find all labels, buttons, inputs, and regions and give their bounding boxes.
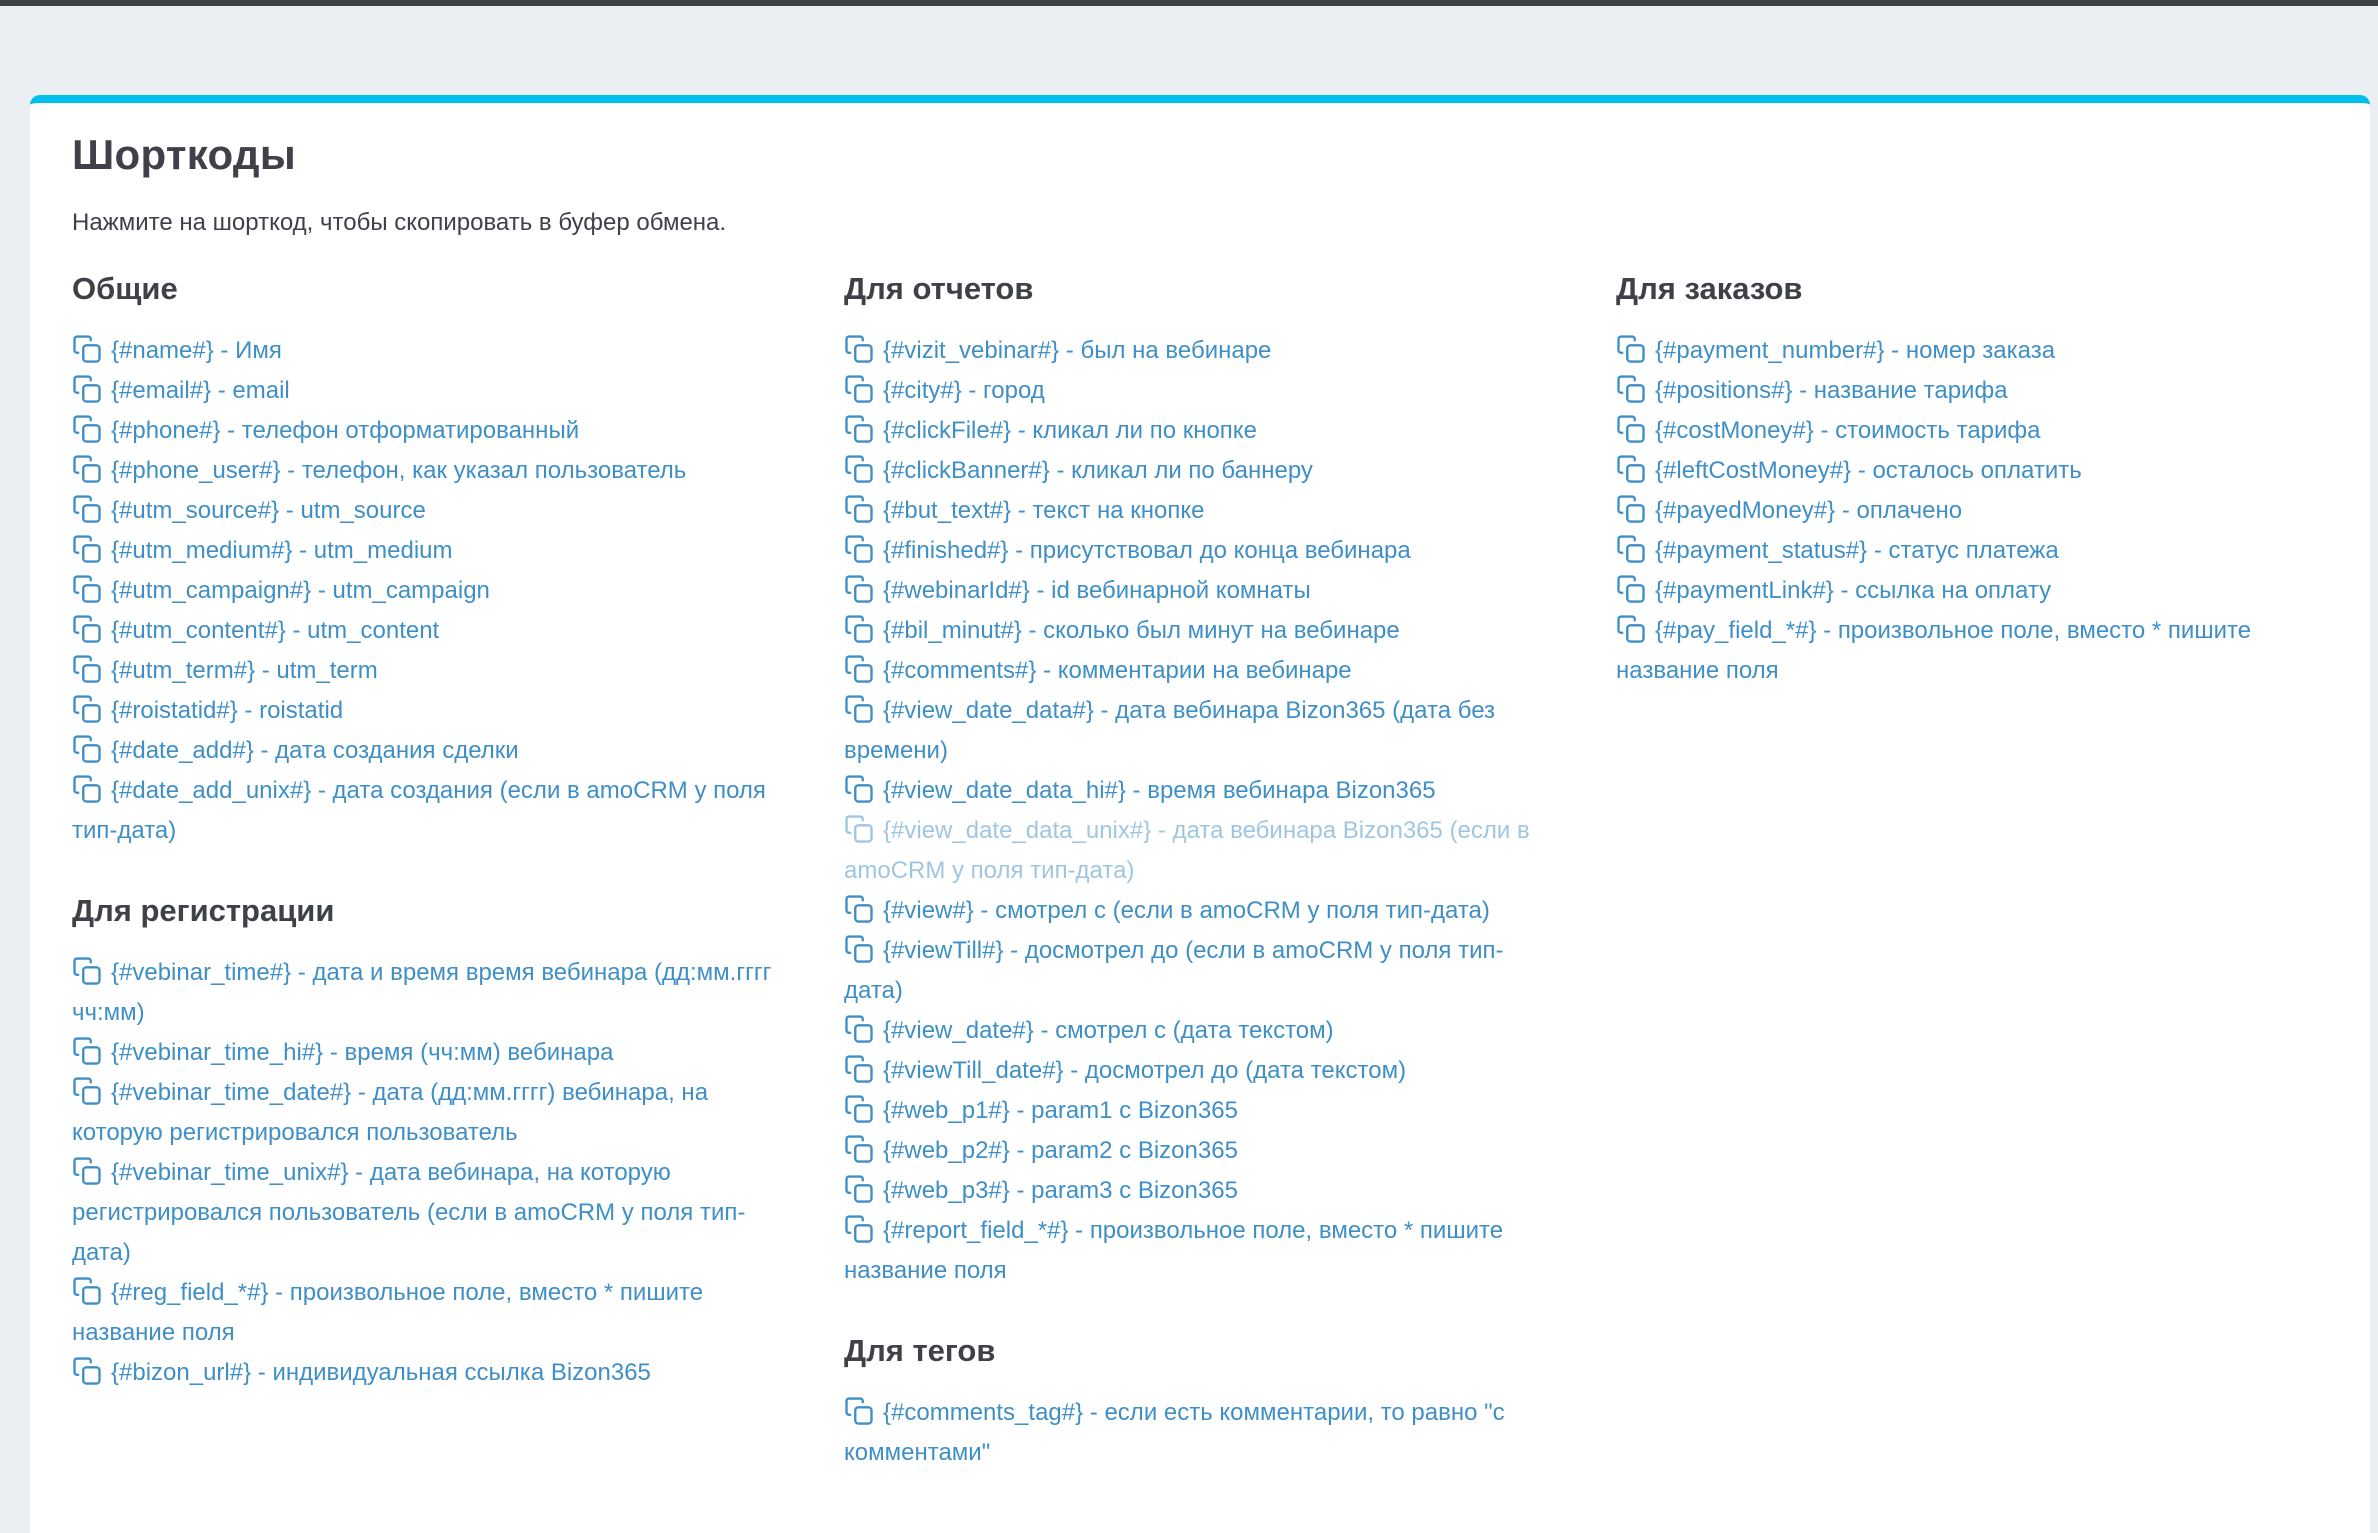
shortcode-item[interactable] [72,531,784,571]
shortcode-item[interactable] [1616,611,2328,691]
shortcode-item[interactable] [72,491,784,531]
shortcode-label: {#email#} - email [111,377,290,404]
shortcode-label: {#bil_minut#} - сколько был минут на вебинаре [883,617,1400,644]
shortcode-item[interactable] [844,811,1556,891]
copy-icon [72,734,102,764]
section-heading: Для заказов [1616,271,1803,306]
copy-icon [844,614,874,644]
copy-icon [1616,534,1646,564]
shortcode-label: {#date_add_unix#} - дата создания (если в amoCRM у поля тип-дата) [72,777,766,844]
shortcode-label: {#phone_user#} - телефон, как указал пользователь [111,457,687,484]
copy-icon [72,1036,102,1066]
shortcode-label: {#payment_status#} - статус платежа [1655,537,2059,564]
shortcode-item[interactable] [72,371,784,411]
shortcode-item[interactable] [1616,531,2328,571]
copy-icon [72,694,102,724]
copy-icon [844,814,874,844]
shortcode-list [72,953,784,1393]
copy-icon [844,534,874,564]
copy-icon [1616,334,1646,364]
copy-icon [72,1076,102,1106]
shortcode-section [844,1333,1556,1473]
shortcode-list [1616,331,2328,691]
shortcode-item[interactable] [844,371,1556,411]
shortcode-label: {#costMoney#} - стоимость тарифа [1655,417,2041,444]
copy-icon [844,934,874,964]
columns-grid [72,271,2328,1473]
shortcode-item[interactable] [844,531,1556,571]
copy-icon [844,774,874,804]
shortcode-item[interactable] [72,1153,784,1273]
shortcode-item[interactable] [844,1011,1556,1051]
shortcode-label: {#report_field_*#} - произвольное поле, вместо * пишите название поля [844,1217,1504,1284]
shortcode-item[interactable] [1616,571,2328,611]
copy-icon [72,534,102,564]
shortcode-label: {#finished#} - присутствовал до конца вебинара [883,537,1411,564]
copy-icon [72,614,102,644]
shortcode-section [844,271,1556,1291]
copy-icon [72,1356,102,1386]
shortcode-label: {#leftCostMoney#} - осталось оплатить [1655,457,2082,484]
shortcode-item[interactable] [72,451,784,491]
shortcode-label: {#viewTill_date#} - досмотрел до (дата текстом) [883,1057,1407,1084]
column [72,271,784,1393]
shortcode-item[interactable] [72,571,784,611]
shortcode-item[interactable] [1616,491,2328,531]
copy-icon [844,334,874,364]
shortcode-section [72,271,784,851]
copy-icon [72,494,102,524]
copy-icon [844,494,874,524]
shortcode-label: {#vizit_vebinar#} - был на вебинаре [883,337,1272,364]
shortcode-item[interactable] [844,451,1556,491]
copy-icon [844,694,874,724]
copy-icon [1616,414,1646,444]
copy-icon [72,334,102,364]
section-heading: Общие [72,271,178,306]
copy-icon [844,654,874,684]
shortcode-label: {#utm_campaign#} - utm_campaign [111,577,490,604]
shortcode-label: {#city#} - город [883,377,1045,404]
shortcode-label: {#web_p3#} - param3 с Bizon365 [883,1177,1238,1204]
shortcode-item[interactable] [1616,451,2328,491]
copy-icon [844,574,874,604]
shortcode-label: {#view_date_data_hi#} - время вебинара Bizon365 [883,777,1436,804]
shortcode-item[interactable] [72,331,784,371]
copy-icon [72,454,102,484]
shortcode-label: {#web_p1#} - param1 с Bizon365 [883,1097,1238,1124]
window-top-edge [0,0,2378,6]
shortcode-item[interactable] [844,651,1556,691]
shortcode-item[interactable] [844,331,1556,371]
section-heading: Для регистрации [72,893,335,928]
copy-icon [1616,374,1646,404]
shortcode-list [844,1393,1556,1473]
shortcodes-card [30,95,2370,1533]
shortcode-label: {#view_date_data#} - дата вебинара Bizon365 (дата без времени) [844,697,1496,764]
shortcode-item[interactable] [72,953,784,1033]
shortcode-item[interactable] [844,1051,1556,1091]
shortcode-label: {#view#} - смотрел с (если в amoCRM у поля тип-дата) [883,897,1490,924]
shortcode-item[interactable] [72,731,784,771]
shortcode-label: {#roistatid#} - roistatid [111,697,344,724]
shortcode-label: {#view_date#} - смотрел с (дата текстом) [883,1017,1334,1044]
shortcode-item[interactable] [844,1131,1556,1171]
shortcode-list [844,331,1556,1291]
shortcode-item[interactable] [844,491,1556,531]
copy-icon [1616,454,1646,484]
copy-icon [844,1174,874,1204]
shortcode-label: {#vebinar_time_date#} - дата (дд:мм.гггг) вебинара, на которую регистрировался пользователь [72,1079,709,1146]
copy-icon [844,1014,874,1044]
shortcode-label: {#view_date_data_unix#} - дата вебинара Bizon365 (если в amoCRM у поля тип-дата) [844,817,1530,884]
copy-icon [1616,574,1646,604]
shortcode-item[interactable] [844,931,1556,1011]
column [844,271,1556,1473]
copy-icon [72,956,102,986]
shortcode-label: {#vebinar_time_hi#} - время (чч:мм) вебинара [111,1039,614,1066]
copy-icon [1616,494,1646,524]
shortcode-item[interactable] [72,691,784,731]
shortcode-label: {#clickBanner#} - кликал ли по баннеру [883,457,1313,484]
shortcode-label: {#vebinar_time_unix#} - дата вебинара, на которую регистрировался пользователь (если в amoCRM у поля тип-дата) [72,1159,746,1266]
shortcode-label: {#but_text#} - текст на кнопке [883,497,1205,524]
shortcode-label: {#utm_medium#} - utm_medium [111,537,453,564]
shortcode-item[interactable] [844,1393,1556,1473]
shortcode-item[interactable] [844,1171,1556,1211]
shortcode-label: {#vebinar_time#} - дата и время время вебинара (дд:мм.гггг чч:мм) [72,959,772,1026]
shortcode-label: {#utm_source#} - utm_source [111,497,426,524]
shortcode-label: {#positions#} - название тарифа [1655,377,2008,404]
shortcode-item[interactable] [844,891,1556,931]
shortcode-item[interactable] [72,651,784,691]
shortcode-item[interactable] [72,411,784,451]
copy-icon [72,654,102,684]
shortcode-label: {#utm_term#} - utm_term [111,657,378,684]
section-heading: Для отчетов [844,271,1034,306]
shortcode-label: {#utm_content#} - utm_content [111,617,440,644]
copy-icon [72,574,102,604]
copy-icon [72,1156,102,1186]
shortcode-item[interactable] [1616,371,2328,411]
shortcode-label: {#reg_field_*#} - произвольное поле, вместо * пишите название поля [72,1279,704,1346]
shortcode-item[interactable] [844,571,1556,611]
shortcode-section [1616,271,2328,691]
shortcode-item[interactable] [1616,411,2328,451]
copy-icon [844,1214,874,1244]
instruction-text: Нажмите на шорткод, чтобы скопировать в буфер обмена. [72,209,727,236]
shortcode-label: {#payedMoney#} - оплачено [1655,497,1963,524]
copy-icon [72,374,102,404]
shortcode-item[interactable] [72,1073,784,1153]
shortcode-item[interactable] [844,611,1556,651]
shortcode-label: {#name#} - Имя [111,337,282,364]
copy-icon [72,1276,102,1306]
shortcode-item[interactable] [72,611,784,651]
column [1616,271,2328,691]
copy-icon [844,1396,874,1426]
shortcode-item[interactable] [844,771,1556,811]
shortcode-label: {#payment_number#} - номер заказа [1655,337,2056,364]
shortcode-item[interactable] [844,411,1556,451]
section-heading: Для тегов [844,1333,996,1368]
shortcode-label: {#viewTill#} - досмотрел до (если в amoCRM у поля тип-дата) [844,937,1504,1004]
shortcode-label: {#comments#} - комментарии на вебинаре [883,657,1352,684]
shortcode-label: {#clickFile#} - кликал ли по кнопке [883,417,1257,444]
shortcode-label: {#phone#} - телефон отформатированный [111,417,580,444]
shortcode-item[interactable] [72,771,784,851]
shortcode-label: {#webinarId#} - id вебинарной комнаты [883,577,1311,604]
copy-icon [844,454,874,484]
shortcode-label: {#web_p2#} - param2 с Bizon365 [883,1137,1238,1164]
page-title: Шорткоды [72,131,297,178]
shortcode-section [72,893,784,1393]
shortcode-item[interactable] [844,1091,1556,1131]
copy-icon [844,1094,874,1124]
copy-icon [844,414,874,444]
shortcode-list [72,331,784,851]
copy-icon [844,894,874,924]
shortcode-item[interactable] [72,1273,784,1353]
copy-icon [72,414,102,444]
copy-icon [72,774,102,804]
copy-icon [844,1054,874,1084]
shortcode-label: {#comments_tag#} - если есть комментарии, то равно "с комментами" [844,1399,1505,1466]
copy-icon [1616,614,1646,644]
shortcode-label: {#paymentLink#} - ссылка на оплату [1655,577,2052,604]
shortcode-item[interactable] [72,1033,784,1073]
shortcode-item[interactable] [1616,331,2328,371]
shortcode-item[interactable] [844,1211,1556,1291]
shortcode-item[interactable] [72,1353,784,1393]
copy-icon [844,1134,874,1164]
copy-icon [844,374,874,404]
shortcode-label: {#bizon_url#} - индивидуальная ссылка Bizon365 [111,1359,651,1386]
shortcode-label: {#pay_field_*#} - произвольное поле, вместо * пишите название поля [1616,617,2252,684]
shortcode-item[interactable] [844,691,1556,771]
shortcode-label: {#date_add#} - дата создания сделки [111,737,519,764]
